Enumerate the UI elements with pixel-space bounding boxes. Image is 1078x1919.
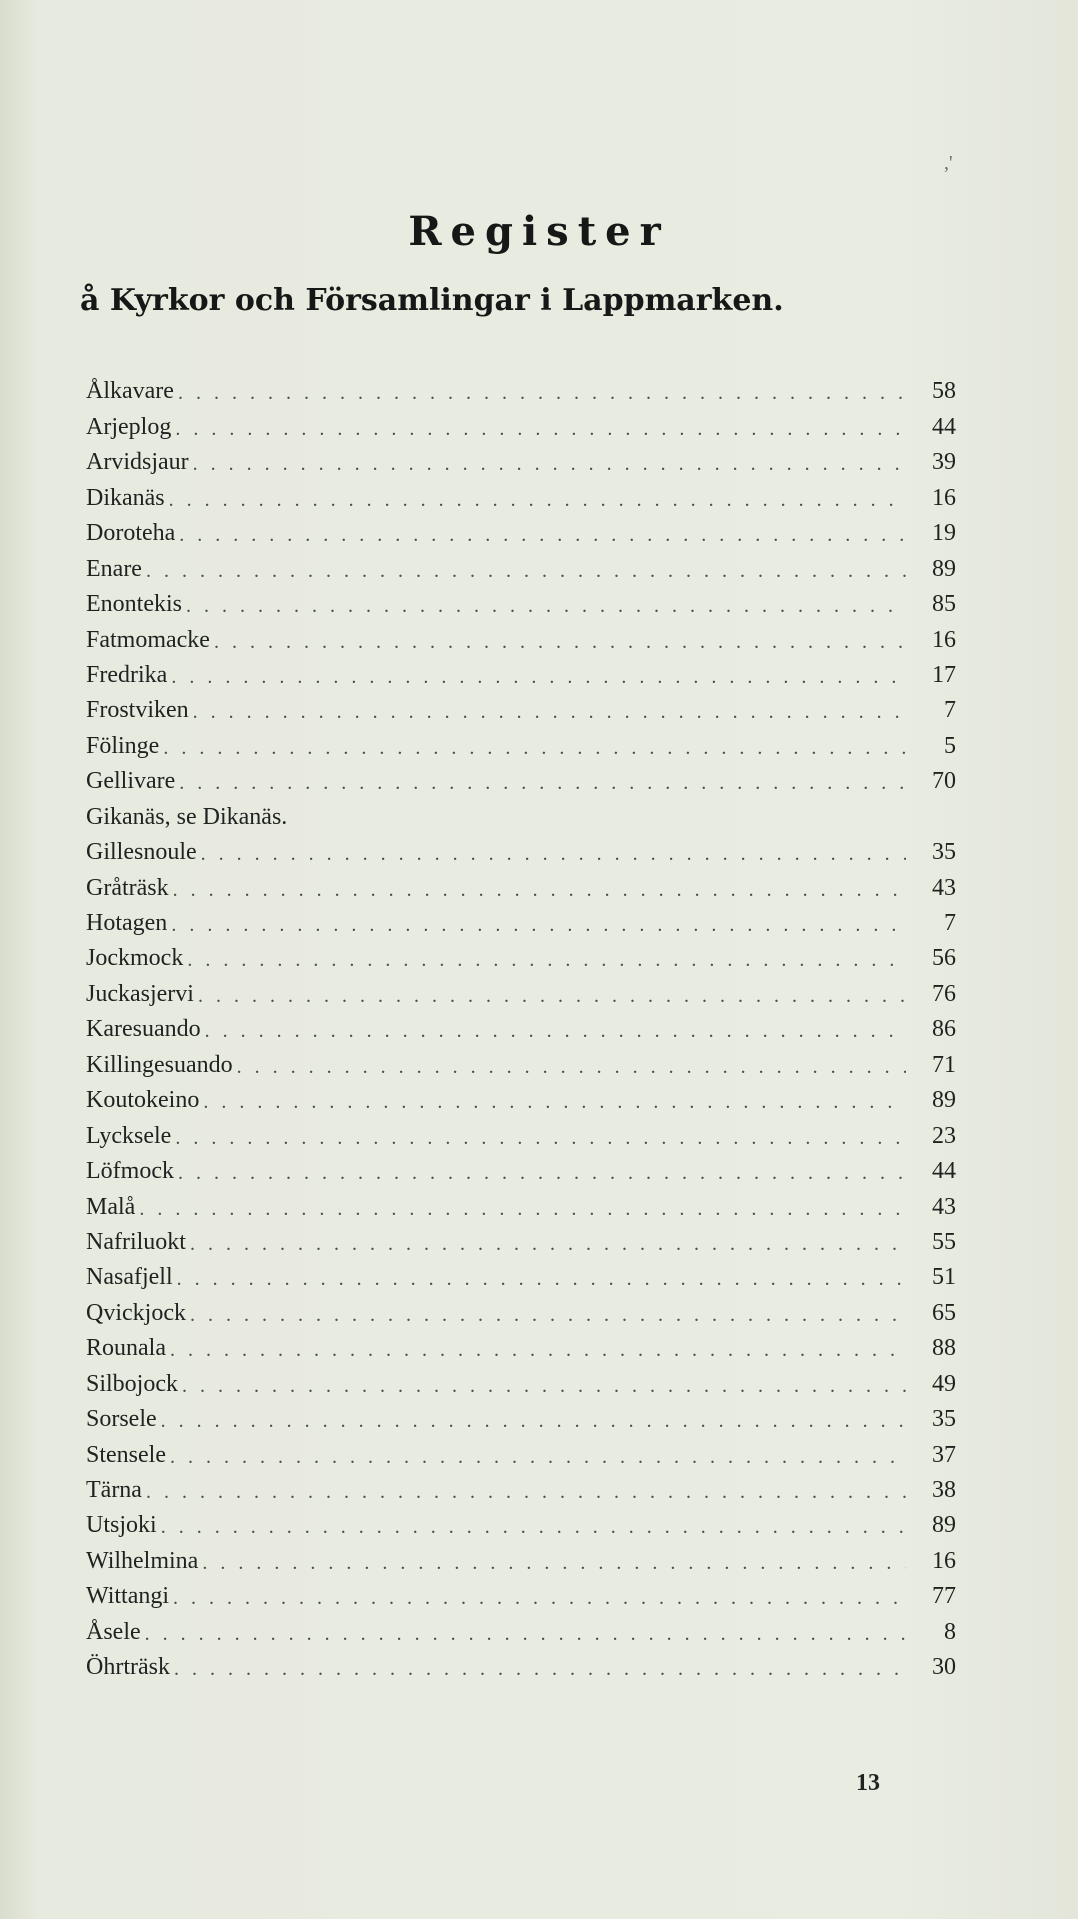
entry-name: Juckasjervi [86, 980, 194, 1007]
index-entry [86, 1646, 956, 1681]
entry-name: Rounala [86, 1335, 166, 1362]
index-entry [86, 370, 956, 405]
dot-leader [178, 381, 906, 405]
index-entry [86, 1539, 956, 1574]
entry-name: Ålkavare [86, 378, 174, 405]
entry-page-number: 89 [932, 1512, 956, 1539]
entry-name: Öhrträsk [86, 1654, 170, 1681]
entry-name: Fredrika [86, 661, 168, 688]
index-entry [86, 1114, 956, 1149]
index-entry [86, 1256, 956, 1291]
entry-page-number: 86 [932, 1016, 956, 1043]
entry-name: Dikanäs [86, 484, 165, 511]
entry-page-number: 5 [944, 732, 956, 759]
dot-leader [205, 1019, 906, 1043]
index-entry [86, 831, 956, 866]
entry-page-number: 70 [932, 768, 956, 795]
entry-name: Nafriluokt [86, 1228, 186, 1255]
dot-leader [193, 452, 906, 476]
page-title: Register [408, 208, 670, 255]
entry-page-number: 39 [932, 449, 956, 476]
entry-name: Karesuando [86, 1016, 201, 1043]
entry-page-number: 89 [932, 555, 956, 582]
entry-name: Gellivare [86, 768, 176, 795]
index-entry [86, 937, 956, 972]
index-entry [86, 405, 956, 440]
entry-page-number: 35 [932, 839, 956, 866]
index-entry [86, 1327, 956, 1362]
index-entry [86, 618, 956, 653]
dot-leader [163, 736, 906, 760]
index-entry [86, 866, 956, 901]
entry-page-number: 43 [932, 1193, 956, 1220]
entry-page-number: 71 [932, 1051, 956, 1078]
index-entry [86, 1433, 956, 1468]
entry-page-number: 56 [932, 945, 956, 972]
entry-page-number: 44 [932, 413, 956, 440]
index-entry [86, 1291, 956, 1326]
entry-page-number: 58 [932, 378, 956, 405]
entry-page-number: 19 [932, 520, 956, 547]
folio-number: 13 [856, 1770, 880, 1796]
entry-page-number: 55 [932, 1228, 956, 1255]
index-entry [86, 795, 956, 830]
entry-name: Gikanäs, se Dikanäs. [86, 803, 288, 830]
index-entry [86, 1504, 956, 1539]
entry-name: Löfmock [86, 1158, 174, 1185]
dot-leader [182, 1374, 906, 1398]
index-entry [86, 902, 956, 937]
dot-leader [190, 1303, 906, 1327]
entry-page-number: 76 [932, 980, 956, 1007]
dot-leader [186, 594, 906, 618]
entry-name: Stensele [86, 1441, 166, 1468]
pencil-mark: ,' [944, 152, 953, 174]
entry-page-number: 30 [932, 1654, 956, 1681]
dot-leader [203, 1090, 906, 1114]
index-entry [86, 1185, 956, 1220]
page-subtitle: å Kyrkor och Församlingar i Lappmarken. [80, 283, 784, 318]
index-list [86, 370, 956, 1681]
index-entry [86, 724, 956, 759]
index-entry [86, 1362, 956, 1397]
entry-page-number: 35 [932, 1406, 956, 1433]
entry-page-number: 16 [932, 1547, 956, 1574]
index-entry [86, 1575, 956, 1610]
index-entry [86, 1221, 956, 1256]
index-entry [86, 760, 956, 795]
dot-leader [214, 630, 906, 654]
entry-name: Utsjoki [86, 1512, 157, 1539]
entry-page-number: 65 [932, 1299, 956, 1326]
dot-leader [187, 948, 906, 972]
dot-leader [146, 559, 906, 583]
dot-leader [161, 1515, 906, 1539]
entry-name: Killingesuando [86, 1051, 233, 1078]
entry-name: Arjeplog [86, 413, 172, 440]
entry-page-number: 89 [932, 1087, 956, 1114]
entry-page-number: 49 [932, 1370, 956, 1397]
index-entry [86, 1043, 956, 1078]
index-entry [86, 1398, 956, 1433]
index-entry [86, 1079, 956, 1114]
dot-leader [145, 1622, 906, 1646]
entry-name: Lycksele [86, 1122, 172, 1149]
index-entry [86, 1610, 956, 1645]
index-entry [86, 1469, 956, 1504]
entry-page-number: 16 [932, 484, 956, 511]
index-entry [86, 547, 956, 582]
entry-name: Frostviken [86, 697, 189, 724]
entry-name: Enontekis [86, 591, 182, 618]
index-entry [86, 1008, 956, 1043]
entry-page-number: 7 [944, 697, 956, 724]
dot-leader [175, 1126, 906, 1150]
entry-page-number: 23 [932, 1122, 956, 1149]
dot-leader [237, 1055, 906, 1079]
dot-leader [170, 1338, 906, 1362]
index-entry [86, 654, 956, 689]
entry-page-number: 77 [932, 1583, 956, 1610]
entry-name: Qvickjock [86, 1299, 186, 1326]
dot-leader [171, 665, 906, 689]
index-entry [86, 689, 956, 724]
dot-leader [202, 1551, 906, 1575]
dot-leader [179, 523, 906, 547]
entry-name: Wilhelmina [86, 1547, 199, 1574]
entry-page-number: 37 [932, 1441, 956, 1468]
entry-name: Wittangi [86, 1583, 170, 1610]
entry-name: Gråträsk [86, 874, 169, 901]
index-entry [86, 972, 956, 1007]
dot-leader [177, 1267, 906, 1291]
entry-page-number: 43 [932, 874, 956, 901]
index-entry [86, 1150, 956, 1185]
index-entry [86, 583, 956, 618]
dot-leader [193, 700, 906, 724]
entry-page-number: 7 [944, 910, 956, 936]
entry-name: Arvidsjaur [86, 449, 189, 476]
entry-name: Gillesnoule [86, 839, 197, 866]
dot-leader [190, 1232, 906, 1256]
dot-leader [161, 1409, 906, 1433]
index-entry [86, 441, 956, 476]
dot-leader [173, 1586, 906, 1610]
entry-name: Hotagen [86, 910, 168, 936]
entry-name: Koutokeino [86, 1087, 200, 1114]
entry-page-number: 17 [932, 661, 956, 688]
entry-name: Fatmomacke [86, 626, 210, 653]
entry-name: Jockmock [86, 945, 184, 972]
entry-name: Doroteha [86, 520, 176, 547]
index-entry [86, 476, 956, 511]
dot-leader [139, 1197, 906, 1221]
entry-name: Fölinge [86, 732, 160, 759]
entry-page-number: 85 [932, 591, 956, 618]
entry-page-number: 51 [932, 1264, 956, 1291]
entry-page-number: 88 [932, 1335, 956, 1362]
dot-leader [179, 771, 906, 795]
dot-leader [169, 488, 906, 512]
entry-name: Nasafjell [86, 1264, 173, 1291]
dot-leader [174, 1657, 906, 1681]
dot-leader [198, 984, 906, 1008]
dot-leader [170, 1445, 906, 1469]
entry-name: Silbojock [86, 1370, 179, 1397]
entry-name: Tärna [86, 1477, 142, 1503]
dot-leader [171, 913, 906, 937]
entry-page-number: 44 [932, 1158, 956, 1185]
entry-name: Enare [86, 555, 142, 582]
index-entry [86, 512, 956, 547]
entry-name: Malå [86, 1193, 136, 1220]
entry-name: Sorsele [86, 1406, 157, 1433]
entry-page-number: 16 [932, 626, 956, 653]
dot-leader [146, 1480, 906, 1504]
entry-page-number: 38 [932, 1477, 956, 1503]
dot-leader [175, 417, 906, 441]
dot-leader [201, 842, 906, 866]
entry-name: Åsele [86, 1618, 141, 1645]
dot-leader [173, 878, 906, 902]
entry-page-number: 8 [944, 1618, 956, 1645]
dot-leader [178, 1161, 906, 1185]
